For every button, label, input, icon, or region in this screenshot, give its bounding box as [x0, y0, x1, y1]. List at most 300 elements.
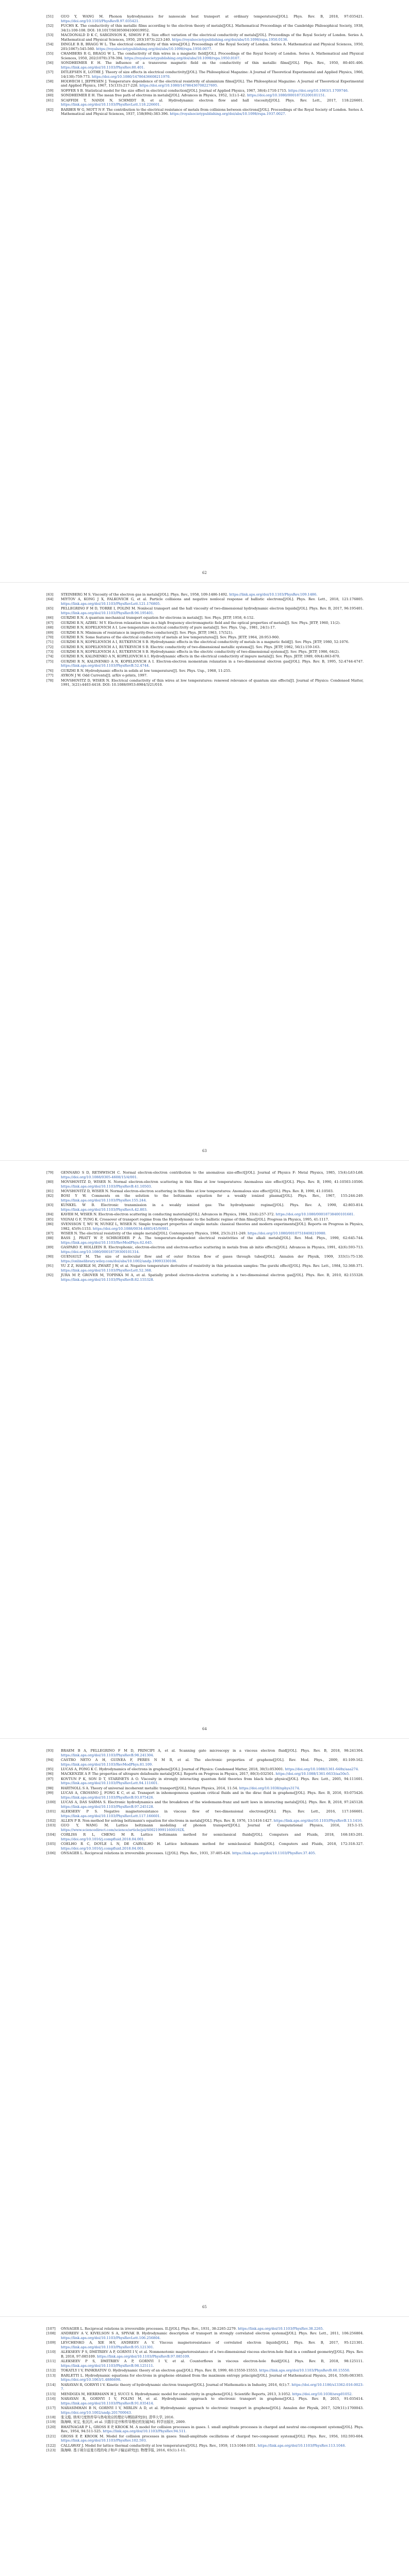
reference-text: [61, 597, 364, 606]
reference-text: [61, 1236, 364, 1245]
reference-link[interactable]: https://link.aps.org/doi/10.1103/PhysRev.37.405.: [232, 1851, 316, 1856]
reference-citation: MOVSHOVITZ D, WISER N. Electrical conductivity of thin wires at low temperatures: renewed relevance of quantum size effects[J]. Journal of Physics: Condensed Matter, 1991, 3(21):4403-4418. DOI: 10.1088/0953-8984/3/21/010.: [61, 678, 364, 687]
reference-text: [61, 2383, 364, 2392]
reference-number: [94]: [46, 1757, 54, 1762]
reference-item: [46, 1786, 364, 1791]
reference-text: [61, 2359, 364, 2368]
reference-number: [98]: [46, 1786, 54, 1790]
reference-number: [69]: [46, 630, 54, 635]
page-number: 62: [202, 571, 207, 575]
reference-item: [46, 93, 364, 98]
reference-citation: GURZHI R N, KOPELIOVICH A I. Low-temperature electrical conductivity of pure metals[J]. Sov. Phys. Usp., 1981, 24(1):17.: [61, 625, 276, 630]
reference-citation: GURZHI R N. Hydrodynamic effects in solids at low temperature[J]. Sov. Phys. Usp., 1968, 11:255.: [61, 668, 232, 673]
reference-number: [73]: [46, 650, 54, 654]
reference-number: [90]: [46, 1255, 54, 1259]
reference-text: [61, 659, 364, 668]
reference-number: [116]: [46, 2397, 56, 2401]
reference-citation: MACKENZIE A P. The properties of ultrapure delafossite metals[J/OL]. Reports on Progress in Physics, 2017, 80(3):032501.: [61, 1772, 275, 1776]
page-number: 65: [202, 2305, 207, 2309]
reference-link[interactable]: https://doi.org/10.1016/j.compfluid.2018.04.001.: [61, 1837, 145, 1842]
reference-link[interactable]: https://link.aps.org/doi/10.1103/PhysRevLett.121.176805.: [61, 601, 161, 606]
reference-link[interactable]: https://doi.org/10.1080/00018739300101314.: [61, 1250, 140, 1255]
reference-text: [61, 1758, 364, 1767]
reference-item: [46, 650, 364, 654]
reference-link[interactable]: https://link.aps.org/doi/10.1103/PhysRevLett.106.256804.: [61, 2335, 161, 2340]
reference-citation: MOVSHOVITZ D, WISER N. Normal electron-electron scattering in thin films at low temperatures: Anomalous size effect[J/OL]. Phys. Rev. B, 1990, 41:10503.: [61, 1189, 334, 1193]
reference-citation: SOFFER S B. Statistical model for the size effect in electrical conduction[J/OL]. Journal of Applied Physics, 1967, 38(4):1710-1715.: [61, 88, 287, 93]
reference-item: [46, 635, 364, 640]
reference-link[interactable]: https://link.aps.org/doi/10.1103/PhysRev.38.2265.: [238, 2327, 324, 2331]
reference-citation: CORLISS R L, CHENG M R. Lattice boltzmann method for semiclassical fluids[J/OL]. Computers and Fluids, 2018, 168:183-201.: [61, 1833, 364, 1837]
reference-text: [61, 24, 364, 32]
reference-link[interactable]: https://doi.org/10.1080/00107518408210980.: [248, 1231, 326, 1236]
reference-text: [61, 679, 364, 687]
reference-citation: MOVSHOVITZ D, WISER N. Normal electron-electron scattering in thin films at low temperatures: Anomalous size effect[J/OL]. Phys. Rev. B, 1990, 41:10503-10506.: [61, 1179, 364, 1184]
reference-citation: STEINBERG M S. Viscosity of the electron gas in metals[J/OL]. Phys. Rev., 1958, 109:1486-1492.: [61, 592, 228, 597]
reference-link[interactable]: https://doi.org/10.1088/0034-4885/45/9/001.: [92, 1226, 170, 1231]
reference-citation: MACDONALD D K C, SARGINSON K, SIMON F E. Size effect variation of the electrical conductivity of metals[J/OL]. Proceedings of the Royal Society of London. Series A. Mathematical and Physical Sciences, 1950, 203(1073):223-240.: [61, 32, 364, 42]
reference-number: [53]: [46, 32, 54, 37]
reference-item: [46, 1194, 364, 1202]
reference-item: [46, 1236, 364, 1245]
reference-citation: GURZHI R N, KOPELIOVICH A I, RUTKEVICH S B. Electric conductivity of two-dimensional metallic systems[J]. Sov. Phys. JETP, 1982, 56(1):159-163.: [61, 645, 321, 649]
reference-link[interactable]: https://doi.org/10.1038/nphys3174.: [239, 1786, 300, 1790]
reference-link[interactable]: https://doi.org/10.1080/14786436608211970.: [91, 74, 171, 79]
reference-citation: HARTNOLL S A. Theory of universal incoherent metallic transport[J/OL]. Nature Physics, 2014, 11:54.: [61, 1786, 238, 1790]
reference-link[interactable]: https://link.aps.org/doi/10.1103/PhysRevB.96.195401.: [61, 611, 154, 615]
reference-citation: GURZHI R N. A quantum mechanical transport equation for electrons in metals[J]. Sov. Phys. JETP, 1958, 6:152.: [61, 616, 255, 620]
reference-link[interactable]: https://link.aps.org/doi/10.1103/RevModPhys.62.645.: [61, 1241, 153, 1245]
reference-item: [46, 659, 364, 668]
reference-item: [46, 2350, 364, 2359]
reference-number: [65]: [46, 606, 54, 611]
reference-item: [46, 2368, 364, 2373]
reference-link[interactable]: https://link.aps.org/doi/10.1103/PhysRevB.98.241304.: [61, 1753, 154, 1757]
reference-text: [61, 42, 364, 51]
reference-text: [61, 89, 364, 93]
reference-number: [56]: [46, 60, 54, 65]
reference-citation: GURZHI R N. Minimum of resistance in impurity-free conductors[J]. Sov. Phys. JETP, 1963, 17(521).: [61, 630, 234, 635]
reference-text: [61, 1255, 364, 1263]
reference-text: [61, 1189, 364, 1194]
reference-number: [107]: [46, 2327, 56, 2331]
reference-text: [61, 640, 364, 645]
reference-number: [109]: [46, 2341, 56, 2345]
reference-number: [81]: [46, 1189, 54, 1193]
reference-text: [61, 1809, 364, 1818]
reference-item: [46, 673, 364, 678]
reference-number: [82]: [46, 1194, 54, 1198]
reference-number: [75]: [46, 659, 54, 664]
reference-link[interactable]: https://link.aps.org/doi/10.1103/PhysRevLett.118.226601.: [61, 103, 161, 107]
reference-citation: KOVTUN P K, SON D T, STARINETS A O. Viscosity in strongly interacting quantum field theories from black hole physics[J/OL]. Phys. Rev. Lett., 2005, 94:111601.: [61, 1776, 364, 1781]
reference-text: [61, 1194, 364, 1202]
reference-citation: BARBER W G, MOTT N F. The contribution to the electrical resistance of metals from collisions between electrons[J/OL]. Proceedings of the Royal Society of London. Series A. Mathematical and Physical Sciences, 1937, 158(894):383-396.: [61, 107, 364, 116]
reference-list: [46, 1171, 364, 1282]
reference-item: [46, 606, 364, 615]
reference-citation: NARAYAN R, GORNYI I V, POLINI M, et al. Hydrodynamic approach to electronic transport in graphene[J/OL]. Phys. Rev. B, 2015, 91:035414.: [61, 2397, 364, 2401]
reference-link[interactable]: https://link.aps.org/doi/10.1103/PhysRevB.95.121301.: [61, 2345, 154, 2349]
reference-number: [105]: [46, 1842, 56, 1846]
reference-citation: BARLETTI L. Hydrodynamic equations for electrons in graphene obtained from the maximum entropy principle[J/OL]. Journal of Mathematical Physics, 2014, 55(8):083303.: [61, 2373, 364, 2378]
reference-number: [55]: [46, 51, 54, 56]
reference-text: [61, 1203, 364, 1212]
reference-number: [120]: [46, 2425, 56, 2429]
reference-number: [86]: [46, 1222, 54, 1227]
reference-text: [61, 1231, 364, 1236]
reference-citation: ALEKSEEV P S. Negative magnetoresistance in viscous flow of two-dimensional electrons[J/OL]. Phys. Rev. Lett., 2016, 117:166601.: [61, 1809, 364, 1814]
reference-text: [61, 2420, 364, 2425]
reference-text: [61, 1217, 364, 1222]
reference-citation: TOKATLY I V, PANKRATOV O. Hydrodynamic theory of an electron gas[J/OL]. Phys. Rev. B, 1999, 60:15550-15553.: [61, 2368, 258, 2373]
reference-link[interactable]: https://link.aps.org/doi/10.1103/PhysRevLett.94.111601.: [61, 1781, 159, 1786]
reference-citation: AYRON J W. Odd Currents[J]. arXiv e-prints, 1997.: [61, 673, 148, 678]
reference-item: [46, 2397, 364, 2405]
reference-item: [46, 1273, 364, 1282]
reference-item: [46, 669, 364, 673]
reference-link[interactable]: https://link.aps.org/doi/10.1103/PhysRevB.41.10503.: [61, 1184, 152, 1189]
reference-link[interactable]: https://doi.org/10.1002/andp.201700043.: [61, 2410, 132, 2415]
reference-citation: 陈海峰, 宋宝, 张沉洋, et al. 贝散尔定序和传导理论的发展[M]. 科学出版社, 2009.: [61, 2420, 186, 2425]
reference-link[interactable]: https://link.aps.org/doi/10.1103/PhysRevA.42.803.: [61, 1207, 148, 1212]
reference-citation: ALEKSEEV P S, DMITRIEV A P, GORNYI I V, et al. Nonmonotonic magnetoresistance of a two-dimensional viscous electron-hole fluid in a confined geometry[J/OL]. Phys. Rev. B, 2018, 97:085109.: [61, 2350, 364, 2359]
reference-item: [46, 2359, 364, 2368]
reference-text: [61, 1264, 364, 1273]
reference-citation: KUNKEL W B. Electronic transmission in a weakly ionized gas: The hydrodynamic regime[J/OL]. Phys. Rev. A, 1990, 42:803-814.: [61, 1203, 364, 1208]
reference-citation: LUCAS A, CROSSNO J, FONG K C, et al. Transport in inhomogeneous quantum critical fluids and in the dirac fluid in graphene[J/OL]. Phys. Rev. B, 2016, 93:075426.: [61, 1791, 364, 1795]
reference-item: [46, 2420, 364, 2425]
reference-item: [46, 1758, 364, 1767]
reference-citation: GASPARO F, HOLLIEIN R. Electrophonic, electron-electron and electron-surface scattering in metals from ab initio effects[J/OL]. Advances in Physics, 1991, 42(6):593-713.: [61, 1245, 364, 1250]
reference-link[interactable]: https://link.aps.org/doi/10.1103/PhysRev.94.511.: [103, 2429, 187, 2434]
reference-link[interactable]: https://doi.org/10.1080/00018738400101681.: [275, 1212, 355, 1217]
reference-citation: SONDHEIMER E H. The mean free path of electrons in metals[J/OL]. Advances in Physics, 1952, 1(1):1-42.: [61, 93, 246, 98]
reference-number: [97]: [46, 1776, 54, 1781]
reference-number: [63]: [46, 592, 54, 597]
reference-item: [46, 24, 364, 32]
reference-item: [46, 1851, 364, 1856]
reference-text: [61, 1833, 364, 1841]
reference-text: [61, 1800, 364, 1809]
reference-link[interactable]: https://doi.org/10.1080/14786436708227695.: [139, 83, 218, 88]
reference-number: [83]: [46, 1203, 54, 1208]
reference-citation: ANDREEV A V, KIVELSON S A, SPIVAK B. Hydrodynamic description of transport in strongly correlated electron systems[J/OL]. Phys. Rev. Lett., 2011, 106:256804.: [61, 2331, 364, 2336]
reference-citation: MENDOZA M, HERRMANN H J, SUCCI S. Hydrodynamic model for conductivity in graphene[J/OL]. Scientific Reports, 2013, 3:1052.: [61, 2392, 291, 2396]
reference-item: [46, 597, 364, 606]
reference-link[interactable]: https://link.aps.org/doi/10.1103/PhysRev.155.244.: [61, 1198, 147, 1202]
reference-number: [89]: [46, 1245, 54, 1250]
reference-text: [61, 93, 364, 98]
reference-text: [61, 2368, 364, 2373]
reference-number: [80]: [46, 1179, 54, 1184]
reference-item: [46, 592, 364, 597]
reference-number: [121]: [46, 2434, 56, 2438]
reference-item: [46, 631, 364, 635]
reference-item: [46, 2434, 364, 2443]
reference-item: [46, 1791, 364, 1800]
reference-number: [59]: [46, 88, 54, 93]
reference-link[interactable]: https://doi.org/10.1063/1.1709746.: [288, 88, 349, 93]
page-separator: [0, 1160, 409, 1161]
reference-text: [61, 2406, 364, 2415]
reference-citation: WISER N. The electrical resistivity of the simple metals[J/OL]. Contemporary Physics, 1984, 25(3):211-249.: [61, 1231, 247, 1236]
reference-text: [61, 1791, 364, 1800]
reference-number: [79]: [46, 1171, 54, 1175]
reference-number: [101]: [46, 1809, 56, 1814]
reference-list: [46, 14, 364, 117]
reference-item: [46, 1809, 364, 1818]
reference-text: [61, 1851, 364, 1856]
reference-text: [61, 1777, 364, 1786]
reference-text: [61, 108, 364, 116]
reference-number: [78]: [46, 678, 54, 683]
reference-number: [110]: [46, 2350, 56, 2354]
reference-number: [119]: [46, 2420, 56, 2425]
reference-item: [46, 1217, 364, 1222]
reference-number: [52]: [46, 23, 54, 28]
reference-citation: PELLEGRINO F M D, TORRE I, POLINI M. Nonlocal transport and the hall viscosity of two-dimensional hydrodynamic electron liquids[J/OL]. Phys. Rev. B, 2017, 96:195401.: [61, 606, 364, 611]
reference-text: [61, 616, 364, 620]
reference-text: [61, 2341, 364, 2349]
reference-link[interactable]: https://link.aps.org/doi/10.1103/PhysRev.80.401.: [61, 65, 145, 70]
reference-item: [46, 1212, 364, 1217]
reference-link[interactable]: https://link.aps.org/doi/10.1103/PhysRevB.52.4744.: [61, 664, 150, 668]
reference-list: [46, 2327, 364, 2453]
reference-item: [46, 1264, 364, 1273]
reference-number: [104]: [46, 1833, 56, 1837]
reference-text: [61, 79, 364, 88]
reference-citation: ALEKSEEV P S, DMITRIEV A P, GORNYI I V, et al. Counterflows in viscous electron-hole fluid[J/OL]. Phys. Rev. B, 2018, 98:125111.: [61, 2359, 364, 2364]
reference-text: [61, 1171, 364, 1179]
reference-item: [46, 1842, 364, 1851]
reference-citation: NARAYAN R, GORNYI I V. Kinetic theory of hydrodynamic electron transport[J/OL]. Journal of Mathematics in Industry, 2016, 6(1):7.: [61, 2382, 291, 2387]
reference-text: [61, 1842, 364, 1851]
page-number: 64: [202, 1727, 207, 1731]
reference-citation: GURZHI R N, KOPELIOVICH A I, RUTKEVICH S B. Hydrodynamic effects in the electrical conductivity of metals in a magnetic field[J]. Sov. Phys. JETP, 1980, 52:1076.: [61, 640, 350, 645]
reference-text: [61, 592, 364, 597]
reference-text: [61, 635, 364, 640]
reference-text: [61, 2331, 364, 2340]
reference-text: [61, 645, 364, 650]
reference-text: [61, 1767, 364, 1772]
reference-link[interactable]: https://royalsocietypublishing.org/doi/abs/10.1098/rspa.1950.0107.: [124, 56, 241, 60]
reference-link[interactable]: https://doi.org/10.1016/j.compfluid.2018.04.001.: [61, 1846, 145, 1851]
reference-citation: ONSAGER L. Reciprocal relations in irreversible processes. II.[J/OL]. Phys. Rev., 1931, 38:2265-2279.: [61, 2327, 237, 2331]
reference-citation: DINGLE R B, BRAGG W L. The electrical conductivity of thin wires[J/OL]. Proceedings of the Royal Society of London. Series A. Mathematical and Physical Sciences, 1950, 201(1067):545-560.: [61, 42, 364, 51]
reference-link[interactable]: https://link.aps.org/doi/10.1103/PhysRevB.98.125111.: [61, 2363, 154, 2368]
reference-link[interactable]: https://link.aps.org/doi/10.1103/PhysRevB.91.035414.: [61, 2401, 154, 2405]
reference-number: [68]: [46, 625, 54, 630]
reference-link[interactable]: https://doi.org/10.1088/1361-6633/aa50e5.: [275, 1772, 350, 1776]
reference-item: [46, 2444, 364, 2448]
reference-link[interactable]: https://royalsocietypublishing.org/doi/abs/10.1098/rspa.1950.0077.: [96, 46, 212, 51]
reference-item: [46, 89, 364, 93]
reference-citation: GURZHI R N, KALINENKO A N, KOPELIOVICH A I. Electron-electron momentum relaxation in a two-dimensional electron gas[J/OL]. Phys. Rev. B, 1995, 52:4744-4747.: [61, 659, 364, 664]
reference-item: [46, 679, 364, 687]
reference-text: [61, 33, 364, 42]
reference-item: [46, 616, 364, 620]
reference-text: [61, 2415, 364, 2420]
reference-item: [46, 1203, 364, 1212]
reference-item: [46, 1767, 364, 1772]
reference-link[interactable]: https://link.aps.org/doi/10.1103/PhysRevLett.52.368.: [61, 1268, 152, 1273]
reference-text: [61, 606, 364, 615]
reference-citation: CASTRO NETO A H, GUINEA F, PERES N M R, et al. The electronic properties of graphene[J/OL]. Rev. Mod. Phys., 2009, 81:109-162.: [61, 1757, 364, 1762]
reference-number: [114]: [46, 2382, 56, 2387]
reference-text: [61, 1749, 364, 1757]
reference-link[interactable]: https://link.aps.org/doi/10.1103/PhysRevB.13.1416.: [273, 1819, 363, 1823]
reference-citation: SCAFFIDI T, NANDI N, SCHMIDT B, et al. Hydrodynamic electron flow and hall viscosity[J/OL]. Phys. Rev. Lett., 2017, 118:226601.: [61, 98, 364, 103]
reference-number: [118]: [46, 2415, 56, 2420]
reference-item: [46, 1800, 364, 1809]
page-separator: [0, 2316, 409, 2317]
reference-number: [108]: [46, 2331, 56, 2336]
reference-link[interactable]: https://doi.org/10.1063/1.4886698.: [61, 2378, 122, 2382]
reference-link[interactable]: https://doi.org/10.1186/s13362-016-0023-7.: [61, 2382, 364, 2392]
reference-number: [102]: [46, 1819, 56, 1823]
reference-citation: BHATNAGAR P L, GROSS E P, KROOK M. A model for collision processes in gases. I. small amplitude processes in charged and neutral one-component systems[J/OL]. Phys. Rev., 1954, 94:511-525.: [61, 2425, 364, 2434]
reference-item: [46, 108, 364, 116]
reference-item: [46, 1819, 364, 1823]
reference-citation: 陈海峰. 基于玻尔兹曼方程的电子和声子输运研究[J]. 物理学报, 2016, 65(1):1-11.: [61, 2448, 187, 2453]
reference-citation: GUENAULT M. The size of molecular flow and of outer friction flow of gases through tubes[J/OL]. Annalen der Physik, 1909, 333(1):75-130.: [61, 1255, 364, 1259]
reference-number: [115]: [46, 2392, 56, 2396]
reference-citation: ALLEN P B. Non-method for solving boltzmann's equation for electrons in metals[J/OL]. Phys. Rev. B, 1976, 13:1416-1427.: [61, 1819, 273, 1823]
reference-item: [46, 2341, 364, 2349]
reference-link[interactable]: https://royalsocietypublishing.org/doi/abs/10.1098/rspa.1950.0136.: [172, 37, 288, 42]
reference-citation: SVENSSON T, WU W, NUNEZ L, WISER N. Simple transport properties of simple metals: classical theories and modern experiments[J/OL]. Reports on Progress in Physics, 1982, 45(9):1153.: [61, 1222, 364, 1231]
reference-link[interactable]: https://link.aps.org/doi/10.1103/PhysRevB.82.155328.: [61, 1278, 154, 1282]
reference-number: [58]: [46, 79, 54, 83]
reference-link[interactable]: https://doi.org/10.1088/0305-4608/15/4/001.: [61, 1175, 138, 1179]
reference-text: [61, 631, 364, 635]
reference-number: [51]: [46, 14, 54, 19]
reference-link[interactable]: https://link.aps.org/doi/10.1103/PhysRev.102.593.: [61, 2438, 147, 2443]
reference-citation: COELHO R C, DOYLE L N, DE CARVALHO H. Lattice boltzmann method for semiclassical fluids[J/OL]. Computers and Fluids, 2018, 172:318-327.: [61, 1842, 364, 1846]
reference-item: [46, 1833, 364, 1841]
reference-citation: KAVEH M, WISER N. Electron-electron scattering in conducting materials[J/OL]. Advances in Physics, 1984, 33(4):257-372.: [61, 1212, 275, 1217]
reference-text: [61, 1222, 364, 1231]
reference-number: [66]: [46, 616, 54, 620]
page-separator: [0, 1738, 409, 1739]
reference-item: [46, 70, 364, 79]
reference-text: [61, 621, 364, 625]
reference-text: [61, 52, 364, 60]
reference-link[interactable]: https://link.aps.org/doi/10.1103/PhysRevB.97.245128.: [61, 1804, 154, 1809]
reference-link[interactable]: https://doi.org/10.1088/1361-648x/aaa274.: [285, 1767, 359, 1771]
reference-citation: GUO Y, WANG M. Phonon hydrodynamics for nanoscale heat transport at ordinary temperatures[J/OL]. Phys. Rev. B, 2018, 97:035421.: [61, 14, 364, 19]
reference-number: [122]: [46, 2443, 56, 2448]
reference-item: [46, 1180, 364, 1189]
reference-number: [72]: [46, 645, 54, 649]
reference-number: [100]: [46, 1800, 56, 1805]
reference-citation: JURA M P, GROVER M, TOPINKA M A, et al. Spatially probed electron-electron scattering in a two-dimensional electron gas[J/OL]. Phys. Rev. B, 2010, 82:155328.: [61, 1273, 364, 1278]
reference-number: [95]: [46, 1767, 54, 1771]
reference-citation: GURZHI R N, KALINENKO A N, KOPELIOVICH A I. Hydrodynamic effects in the electrical conductivity of impure metals[J]. Sov. Phys. JETP, 1989, 69(4):863-870.: [61, 654, 340, 659]
reference-citation: NARASIMHAN B N, GORNYI I V, MIRLIN A D, et al. Hydrodynamic approach to electronic transport in graphene[J/OL]. Annalen der Physik, 2017, 529(11):1700043.: [61, 2406, 364, 2411]
reference-citation: GURZHI R N. Some features of the electrical conductivity of metals at low temperatures[J]. Sov. Phys. JETP, 1964, 20:953-960.: [61, 635, 280, 639]
reference-text: [61, 1772, 364, 1776]
reference-text: [61, 2425, 364, 2434]
page-number: 63: [202, 1149, 207, 1153]
reference-number: [84]: [46, 1212, 54, 1217]
reference-item: [46, 621, 364, 625]
reference-item: [46, 2327, 364, 2331]
reference-citation: 张文彪. 纳米尺度热传导与热电效应的理论与模拟研究[D]. 清华大学, 2016.: [61, 2415, 174, 2420]
reference-text: [61, 14, 364, 23]
reference-text: [61, 669, 364, 673]
reference-citation: DITLEFSEN E, LOTHE J. Theory of size effects in electrical conductivity[J/OL]. The Philosophical Magazine: A Journal of Theoretical Experimental and Applied Physics, 1966, 14(130):759-773.: [61, 70, 364, 79]
reference-number: [76]: [46, 668, 54, 673]
reference-citation: CHAMBERS R G, BRAGG W L. The conductivity of thin wires in a magnetic field[J/OL]. Proceedings of the Royal Society of London. Series A. Mathematical and Physical Sciences, 1950, 202(1070):378-394.: [61, 51, 364, 60]
reference-number: [60]: [46, 93, 54, 98]
reference-text: [61, 650, 364, 654]
reference-number: [64]: [46, 597, 54, 602]
reference-number: [70]: [46, 635, 54, 639]
reference-link[interactable]: https://onlinelibrary.wiley.com/doi/abs/10.1002/andp.19093330106.: [61, 1259, 177, 1264]
reference-number: [57]: [46, 70, 54, 74]
reference-link[interactable]: https://link.aps.org/doi/10.1103/PhysRevB.97.085109.: [97, 2354, 190, 2359]
reference-item: [46, 2392, 364, 2397]
reference-citation: CALLAWAY J. Model for lattice thermal conductivity at low temperatures[J/OL]. Phys. Rev., 1959, 113:1046-1051.: [61, 2443, 257, 2448]
reference-item: [46, 52, 364, 60]
reference-link[interactable]: https://link.aps.org/doi/10.1103/PhysRevB.60.15550.: [259, 2368, 350, 2373]
reference-text: [61, 2327, 364, 2331]
reference-item: [46, 1255, 364, 1263]
reference-number: [93]: [46, 1749, 54, 1753]
reference-citation: BASS J, PRATT W P, SCHROEDER P A. The temperature-dependent electrical resistivities of the alkali metals[J/OL]. Rev. Mod. Phys., 1990, 62:645-744.: [61, 1236, 364, 1241]
reference-item: [46, 1749, 364, 1757]
reference-text: [61, 2444, 364, 2448]
reference-text: [61, 2374, 364, 2382]
reference-text: [61, 98, 364, 107]
reference-item: [46, 2331, 364, 2340]
reference-number: [113]: [46, 2373, 56, 2378]
reference-number: [54]: [46, 42, 54, 46]
reference-link[interactable]: https://link.aps.org/doi/10.1103/RevModPhys.81.109.: [61, 1762, 153, 1767]
reference-link[interactable]: https://www.sciencedirect.com/science/article/pii/S002199911600192X.: [61, 1828, 185, 1833]
reference-item: [46, 1823, 364, 1832]
reference-item: [46, 98, 364, 107]
reference-link[interactable]: https://doi.org/10.1080/00018735200101151.: [247, 93, 326, 98]
reference-item: [46, 1171, 364, 1179]
reference-citation: LEVCHENKO A, XIE H-Y, ANDREEV A V. Viscous magnetoresistance of correlated electron liquids[J/OL]. Phys. Rev. B, 2017, 95:121301.: [61, 2341, 364, 2345]
reference-number: [85]: [46, 1217, 54, 1222]
reference-item: [46, 42, 364, 51]
reference-link[interactable]: https://link.aps.org/doi/10.1103/PhysRevB.93.075426.: [61, 1795, 154, 1800]
reference-link[interactable]: https://doi.org/10.1038/srep01052.: [292, 2392, 353, 2396]
reference-link[interactable]: https://doi.org/10.1103/PhysRevB.97.035421.: [61, 19, 140, 23]
reference-number: [67]: [46, 620, 54, 625]
reference-link[interactable]: https://link.aps.org/doi/10.1103/PhysRevLett.117.166601.: [61, 1814, 161, 1818]
reference-item: [46, 61, 364, 70]
reference-item: [46, 2448, 364, 2453]
reference-text: [61, 1823, 364, 1832]
reference-link[interactable]: https://link.aps.org/doi/10.1103/PhysRev.109.1486.: [229, 592, 318, 597]
reference-link[interactable]: https://link.aps.org/doi/10.1103/PhysRev.113.1046.: [257, 2443, 346, 2448]
reference-item: [46, 2383, 364, 2392]
reference-text: [61, 1819, 364, 1823]
reference-citation: BRAEM B A, PELLEGRINO F M D, PRINCIPI A, et al. Scanning gate microscopy in a viscous electron fluid[J/OL]. Phys. Rev. B, 2018, 98:241304.: [61, 1749, 364, 1753]
reference-item: [46, 14, 364, 23]
reference-text: [61, 1212, 364, 1217]
reference-text: [61, 654, 364, 659]
reference-number: [117]: [46, 2406, 56, 2411]
reference-link[interactable]: https://royalsocietypublishing.org/doi/abs/10.1098/rspa.1937.0027.: [170, 112, 286, 116]
reference-number: [103]: [46, 1823, 56, 1828]
reference-text: [61, 1245, 364, 1254]
reference-text: [61, 70, 364, 79]
